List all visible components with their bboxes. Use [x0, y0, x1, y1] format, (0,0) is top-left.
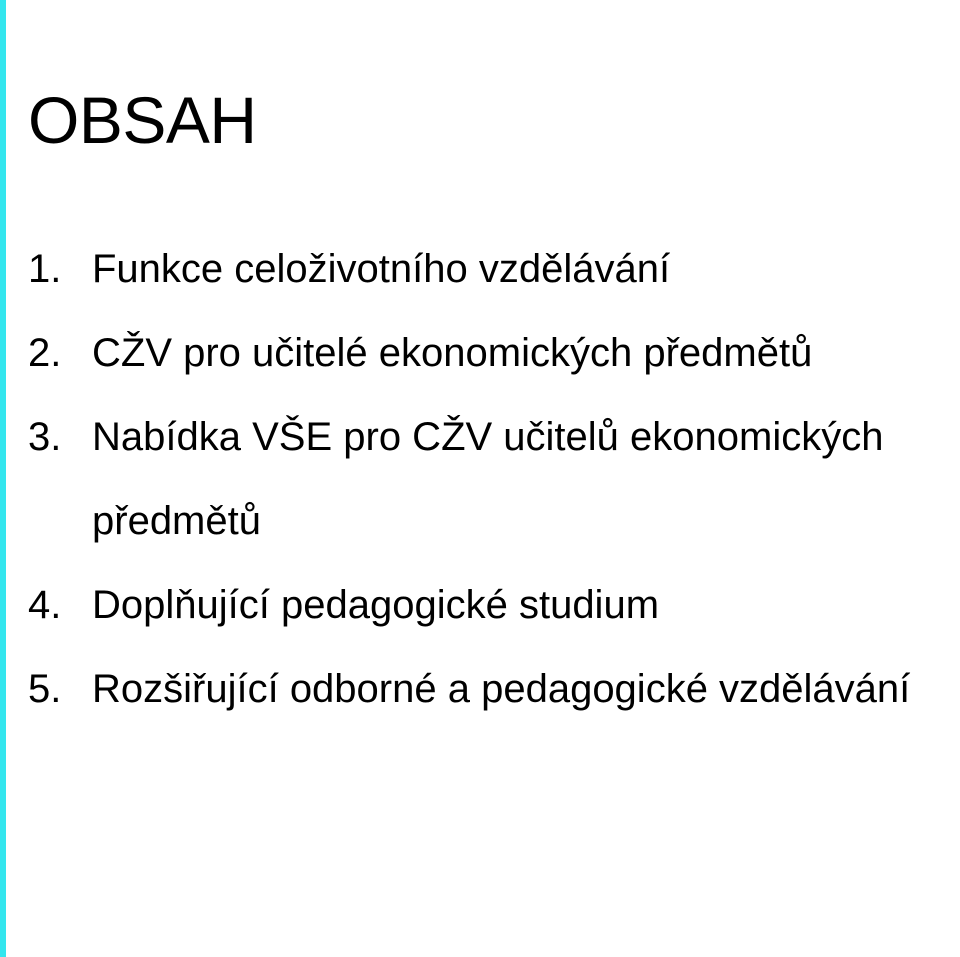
list-item-number: 4.: [28, 583, 62, 627]
list-item-text: Funkce celoživotního vzdělávání: [92, 247, 671, 291]
list-item: [28, 246, 958, 292]
list-item-text: CŽV pro učitelé ekonomických předmětů: [92, 331, 813, 375]
list-item-number: 3.: [28, 415, 62, 459]
list-item-text: Doplňující pedagogické studium: [92, 583, 660, 627]
accent-bar: [0, 0, 6, 957]
list-item-text: Nabídka VŠE pro CŽV učitelů ekonomických předmětů: [92, 415, 884, 543]
list-item: [28, 330, 958, 376]
list-item: [28, 666, 958, 712]
list-item-number: 5.: [28, 667, 62, 711]
list-item-text: Rozšiřující odborné a pedagogické vzdělávání: [92, 667, 911, 711]
list-item: [28, 414, 958, 544]
list-item: [28, 582, 958, 628]
list-item-number: 2.: [28, 331, 62, 375]
page-title: OBSAH: [28, 83, 257, 157]
contents-list: [28, 246, 958, 712]
list-item-number: 1.: [28, 247, 62, 291]
